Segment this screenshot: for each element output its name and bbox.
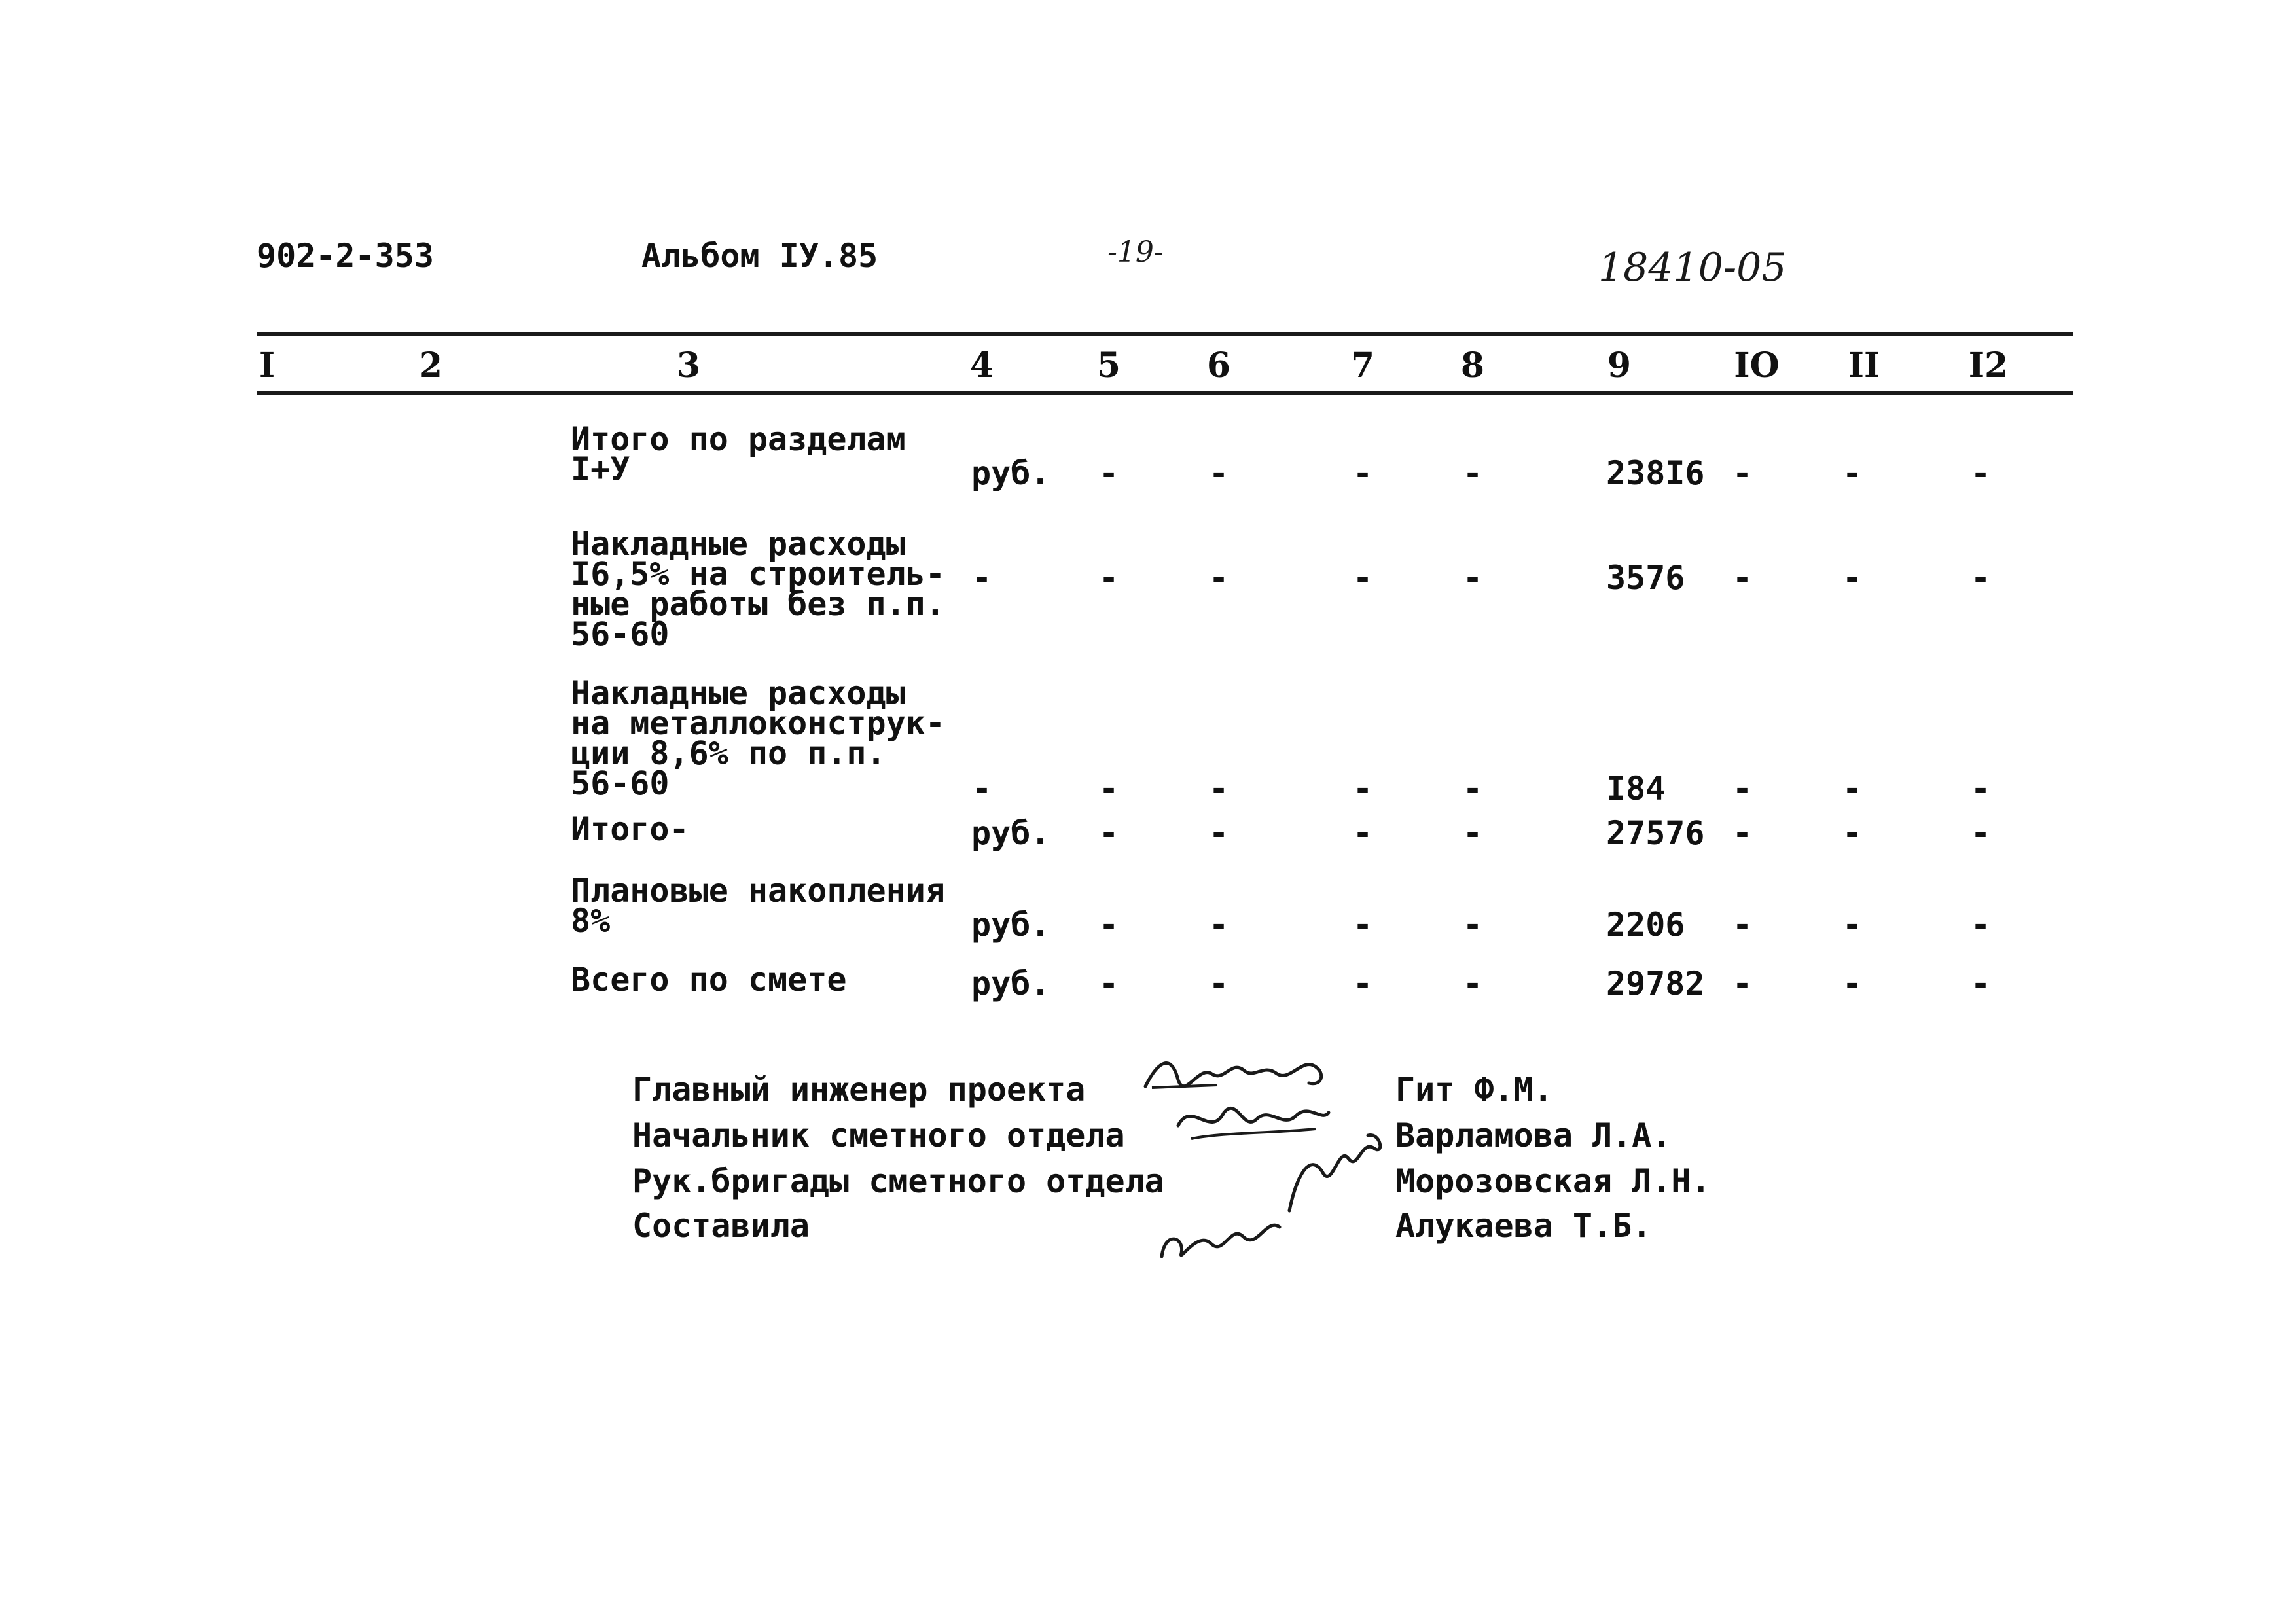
row-cell-12: - [1970,770,1991,808]
document-number: 18410-05 [1598,245,1787,291]
row-description: Накладные расходы на металлоконструк- ции 8,6% по п.п. 56-60 [571,674,945,802]
row-cell-11: - [1842,770,1863,808]
row-cell-10: - [1732,814,1753,852]
page-number: -19- [1107,236,1164,269]
row-cell-5: - [1098,965,1119,1003]
row-cell-10: - [1732,559,1753,597]
row-cell-7: - [1352,814,1373,852]
column-header-10: IO [1734,346,1780,385]
row-description: Итого- [571,810,689,848]
row-cell-6: - [1208,906,1229,944]
signature-name: Гит Ф.М. [1395,1071,1553,1109]
signature-scribble-4 [1152,1191,1296,1270]
row-cell-7: - [1352,770,1373,808]
signature-role: Составила [632,1207,810,1245]
row-cell-12: - [1970,965,1991,1003]
row-cost-value: 27576 [1606,814,1705,852]
row-cost-value: I84 [1606,770,1666,808]
row-cell-10: - [1732,965,1753,1003]
row-unit: руб. [971,906,1050,944]
row-cell-12: - [1970,906,1991,944]
table-top-rule [257,332,2073,336]
row-cell-6: - [1208,814,1229,852]
row-cell-11: - [1842,559,1863,597]
signature-role: Рук.бригады сметного отдела [632,1162,1164,1200]
row-cell-10: - [1732,906,1753,944]
row-cell-6: - [1208,559,1229,597]
row-cell-10: - [1732,454,1753,492]
row-cell-5: - [1098,770,1119,808]
row-cell-5: - [1098,454,1119,492]
row-cell-7: - [1352,906,1373,944]
column-header-7: 7 [1350,346,1375,385]
signature-role: Главный инженер проекта [632,1071,1086,1109]
row-cell-5: - [1098,559,1119,597]
project-code: 902-2-353 [257,237,434,275]
row-cost-value: 29782 [1606,965,1705,1003]
column-header-11: II [1848,346,1880,385]
row-cell-7: - [1352,454,1373,492]
row-cell-11: - [1842,454,1863,492]
row-cell-11: - [1842,814,1863,852]
column-header-12: I2 [1968,346,2009,385]
row-description: Плановые накопления 8% [571,872,945,940]
row-description: Всего по смете [571,961,847,999]
row-description: Накладные расходы I6,5% на строитель- ные работы без п.п. 56-60 [571,525,945,653]
table-header-rule [257,391,2073,395]
row-cell-8: - [1462,770,1483,808]
column-header-4: 4 [969,346,994,385]
row-unit: руб. [971,454,1050,492]
row-cell-8: - [1462,965,1483,1003]
row-cell-8: - [1462,906,1483,944]
column-header-3: 3 [676,346,701,385]
album-label: Альбом IУ.85 [641,237,878,275]
column-header-5: 5 [1096,346,1121,385]
row-unit: руб. [971,965,1050,1003]
column-header-9: 9 [1607,346,1632,385]
row-unit: руб. [971,814,1050,852]
row-cell-11: - [1842,965,1863,1003]
column-header-8: 8 [1460,346,1485,385]
row-cell-8: - [1462,454,1483,492]
signature-role: Начальник сметного отдела [632,1116,1125,1154]
row-cell-8: - [1462,559,1483,597]
row-cell-11: - [1842,906,1863,944]
column-header-2: 2 [418,346,443,385]
row-cell-12: - [1970,559,1991,597]
row-cell-12: - [1970,814,1991,852]
signature-name: Алукаева Т.Б. [1395,1207,1652,1245]
column-header-6: 6 [1206,346,1231,385]
row-cell-10: - [1732,770,1753,808]
row-cell-8: - [1462,814,1483,852]
row-cell-6: - [1208,770,1229,808]
row-description: Итого по разделам I+У [571,420,906,488]
row-unit: - [971,559,992,597]
row-cell-5: - [1098,814,1119,852]
row-cell-12: - [1970,454,1991,492]
row-cost-value: 238I6 [1606,454,1705,492]
row-cell-7: - [1352,965,1373,1003]
row-unit: - [971,770,992,808]
row-cell-5: - [1098,906,1119,944]
signature-name: Варламова Л.А. [1395,1116,1672,1154]
row-cost-value: 2206 [1606,906,1685,944]
row-cell-6: - [1208,454,1229,492]
row-cost-value: 3576 [1606,559,1685,597]
column-header-1: I [259,346,276,385]
signature-name: Морозовская Л.Н. [1395,1162,1711,1200]
row-cell-7: - [1352,559,1373,597]
row-cell-6: - [1208,965,1229,1003]
